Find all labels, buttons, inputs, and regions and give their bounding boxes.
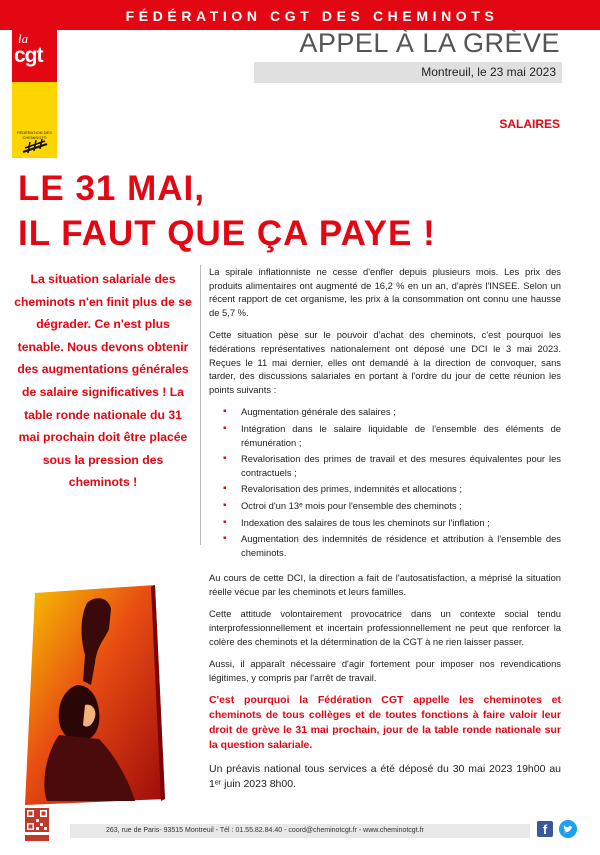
logo-la-text: la xyxy=(18,31,29,46)
paragraph-attitude: Cette attitude volontairement provocatrice dans un contexte social tendu interprofessionnellement et incertain professionnellement ne peut que renforcer la colère des cheminots et la détermination de la CGT à ne rien laisser passer. xyxy=(209,608,561,647)
list-item: ▪ Indexation des salaires de tous les cheminots sur l'inflation ; xyxy=(209,516,561,530)
list-item: ▪ Intégration dans le salaire liquidable de l'ensemble des éléments de rémunération ; xyxy=(209,422,561,449)
date-line: Montreuil, le 23 mai 2023 xyxy=(254,62,562,83)
footer-contact: 263, rue de Paris- 93515 Montreuil - Tél : 01.55.82.84.40 - coord@cheminotcgt.fr - www.cheminotcgt.fr xyxy=(70,824,530,838)
railway-emblem-icon xyxy=(22,138,48,154)
page-title: APPEL À LA GRÈVE xyxy=(299,28,560,58)
headline-line-2: IL FAUT QUE ÇA PAYE ! xyxy=(18,214,436,253)
twitter-icon[interactable] xyxy=(559,820,577,838)
list-item: ▪ Octroi d'un 13ᵉ mois pour l'ensemble des cheminots ; xyxy=(209,499,561,513)
section-tag: SALAIRES xyxy=(499,117,560,131)
logo-cgt-text: cgt xyxy=(14,44,43,67)
raised-fist-poster-image xyxy=(25,585,165,805)
headline-line-1: LE 31 MAI, xyxy=(18,169,205,208)
paragraph-direction: Au cours de cette DCI, la direction a fait de l'autosatisfaction, a méprisé la situation réelle vécue par les cheminots et leurs familles. xyxy=(209,572,561,597)
paragraph-action: Aussi, il apparaît nécessaire d'agir fortement pour imposer nos revendications légitimes, y compris par l'arrêt de travail. xyxy=(209,658,561,683)
qr-code-icon[interactable] xyxy=(25,808,49,844)
logo-federation-text: FÉDÉRATION DES CHEMINOTS xyxy=(17,130,52,140)
facebook-icon[interactable]: f xyxy=(537,821,553,837)
list-item: ▪ Augmentation des indemnités de résidence et attribution à l'ensemble des cheminots. xyxy=(209,532,561,559)
column-divider xyxy=(200,265,201,545)
callout-text: La situation salariale des cheminots n'en finit plus de se dégrader. Ce n'est plus tenable. Nous devons obtenir des augmentations générales de salaire significatives ! La table ronde nationale du 31 mai prochain doit être placée sous la pression des cheminots ! xyxy=(14,272,192,490)
strike-call: C'est pourquoi la Fédération CGT appelle les cheminotes et cheminots de tous collèges et de toutes fonctions à faire valoir leur droit de grève le 31 mai prochain, jour de la table ronde nationale sur la question salariale. xyxy=(209,694,561,752)
paragraph-inflation: La spirale inflationniste ne cesse d'enfler depuis plusieurs mois. Les prix des produits alimentaires ont augmenté de 16,2 % en un an, d'après l'INSEE. Selon un récent rapport de cet organisme, les prix à la consommation ont connu une hausse de 5,7 %. xyxy=(209,266,561,318)
list-item: ▪ Revalorisation des primes de travail et des mesures équivalentes pour les contractuels ; xyxy=(209,452,561,479)
list-item: ▪ Revalorisation des primes, indemnités et allocations ; xyxy=(209,482,561,496)
list-item: ▪ Augmentation générale des salaires ; xyxy=(209,405,561,419)
paragraph-dci: Cette situation pèse sur le pouvoir d'achat des cheminots, c'est pourquoi les fédérations représentatives nationalement ont déposé une DCI le 3 mai 2023. Reçues le 11 mai dernier, elles ont demandé à la direction de convoquer, sans tarder, des discussions salariales en portant à l'ordre du jour de cette réunion les points suivants : xyxy=(209,329,561,395)
demands-list xyxy=(209,405,561,559)
strike-notice: Un préavis national tous services a été déposé du 30 mai 2023 19h00 au 1ᵉʳ juin 2023 8h00. xyxy=(209,763,561,791)
article-body xyxy=(209,265,561,801)
cgt-logo xyxy=(12,30,57,158)
federation-title: FÉDÉRATION CGT DES CHEMINOTS xyxy=(125,8,499,24)
